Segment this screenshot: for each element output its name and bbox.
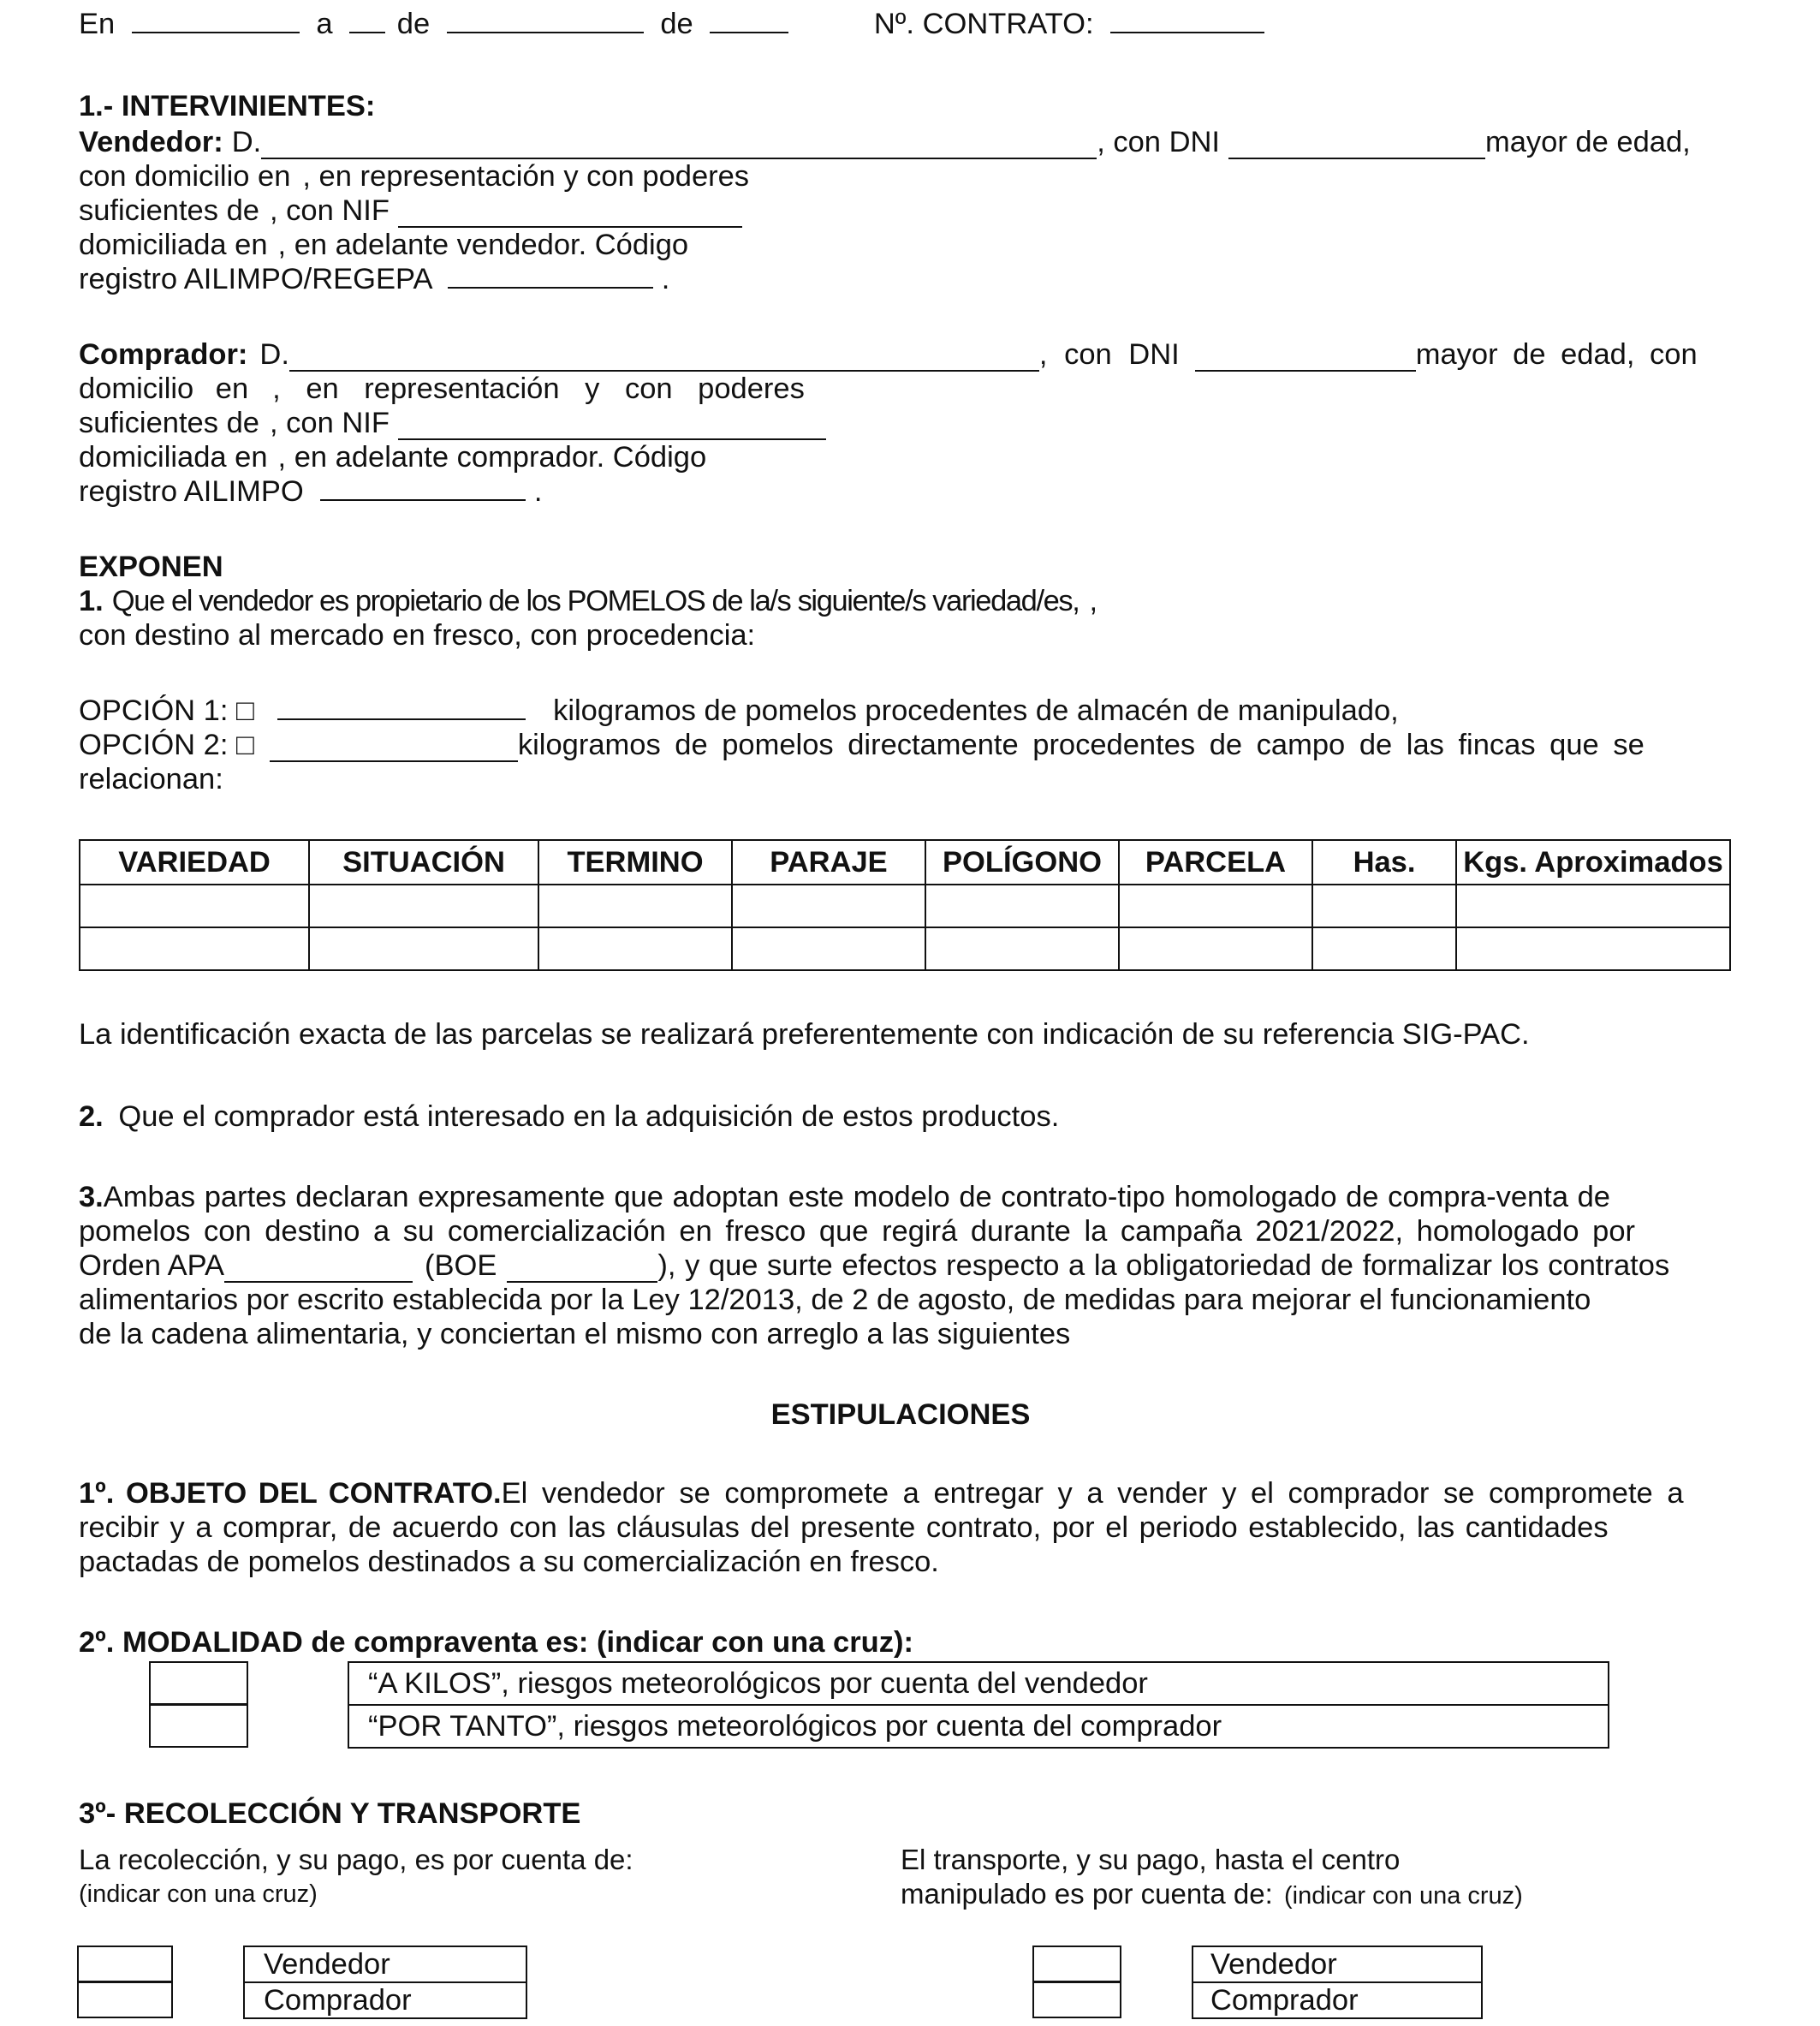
opcion-1-kg-field[interactable] xyxy=(277,694,526,720)
header-a: a xyxy=(316,8,333,40)
col-poligono: POLÍGONO xyxy=(925,840,1119,885)
exponen-p3-line-3-rest: ), y que surte efectos respecto a la obligatoriedad de formalizar los contratos xyxy=(657,1249,1670,1282)
table-cell[interactable] xyxy=(538,885,732,927)
table-cell[interactable] xyxy=(925,927,1119,970)
blank-month-name[interactable] xyxy=(447,8,644,33)
identificacion-text: La identificación exacta de las parcelas se realizará preferentemente con indicación de su referencia SIG-PAC. xyxy=(79,1018,1530,1051)
vendedor-mayor: mayor de edad, xyxy=(1485,126,1691,158)
table-cell[interactable] xyxy=(1119,927,1312,970)
opcion-1-label[interactable]: OPCIÓN 1: □ xyxy=(79,694,254,727)
comprador-line-4 xyxy=(79,440,1722,474)
estipulacion-2-title: 2º. MODALIDAD de compraventa es: (indicar con una cruz): xyxy=(79,1626,913,1659)
vendedor-domiciliada: domiciliada en xyxy=(79,229,268,261)
table-row xyxy=(80,927,1730,970)
table-cell[interactable] xyxy=(925,885,1119,927)
recoleccion-vendedor-label: Vendedor xyxy=(244,1946,526,1982)
exponen-p3-line-2: pomelos con destino a su comercialización en fresco que regirá durante la campaña 2021/2022, homologado por xyxy=(79,1215,1635,1248)
vendedor-line-2 xyxy=(79,159,1722,194)
table-cell[interactable] xyxy=(1119,885,1312,927)
comprador-con-nif: , con NIF xyxy=(269,407,390,439)
table-cell[interactable] xyxy=(1456,927,1730,970)
list-item xyxy=(348,1662,1609,1705)
comprador-name-field[interactable] xyxy=(289,346,1039,372)
opcion-1-text: kilogramos de pomelos procedentes de almacén de manipulado, xyxy=(553,694,1399,727)
transporte-options-table xyxy=(1192,1946,1483,2019)
col-kgs: Kgs. Aproximados xyxy=(1456,840,1730,885)
vendedor-line-3 xyxy=(79,194,1722,228)
vendedor-representacion: , en representación y con poderes xyxy=(302,160,750,193)
blank-contrato[interactable] xyxy=(1110,8,1264,33)
estipulacion-1-line-1-text: El vendedor se compromete a entregar y a vender y el comprador se compromete a xyxy=(501,1477,1684,1510)
list-item xyxy=(348,1705,1609,1748)
recoleccion-options-table xyxy=(243,1946,527,2019)
modalidad-por-tanto-checkbox[interactable] xyxy=(149,1703,248,1748)
header-de-1: de xyxy=(396,8,431,40)
opcion-2-line xyxy=(79,728,1722,762)
exponen-p3-line-1 xyxy=(79,1180,1722,1214)
exponen-p1-comma: , xyxy=(1089,585,1098,617)
transporte-line-2 xyxy=(901,1877,1722,1911)
exponen-p3-line-1-text: Ambas partes declaran expresamente que adoptan este modelo de contrato-tipo homologado de compra-venta de xyxy=(103,1181,1610,1213)
table-cell[interactable] xyxy=(1312,927,1456,970)
col-situacion: SITUACIÓN xyxy=(309,840,538,885)
table-cell[interactable] xyxy=(309,885,538,927)
exponen-p1-num: 1. xyxy=(79,585,104,617)
boe-field[interactable] xyxy=(507,1257,657,1283)
comprador-domiciliada: domiciliada en xyxy=(79,441,268,474)
col-variedad: VARIEDAD xyxy=(80,840,309,885)
vendedor-registro: registro AILIMPO/REGEPA xyxy=(79,263,431,295)
comprador-con-dni: , con DNI xyxy=(1038,338,1180,371)
vendedor-con-nif: , con NIF xyxy=(269,194,390,227)
exponen-p3-line-5: de la cadena alimentaria, y conciertan el mismo con arreglo a las siguientes xyxy=(79,1318,1071,1350)
col-paraje: PARAJE xyxy=(732,840,925,885)
estipulacion-1-line-1 xyxy=(79,1476,1722,1511)
comprador-line-2 xyxy=(79,372,1722,406)
opcion-2-text: kilogramos de pomelos directamente procedentes de campo de las fincas que se xyxy=(517,729,1645,761)
opcion-1-line xyxy=(79,694,1722,728)
blank-month[interactable] xyxy=(349,8,385,33)
modalidad-options-table xyxy=(348,1661,1609,1749)
estipulaciones-heading: ESTIPULACIONES xyxy=(770,1398,1031,1431)
exponen-p3-line-4: alimentarios por escrito establecida por la Ley 12/2013, de 2 de agosto, de medidas para mejorar el funcionamiento xyxy=(79,1284,1591,1316)
vendedor-d: D. xyxy=(231,126,262,158)
vendedor-dni-field[interactable] xyxy=(1228,134,1485,159)
vendedor-domicilio: con domicilio en xyxy=(79,160,291,193)
opcion-2-label[interactable]: OPCIÓN 2: □ xyxy=(79,729,254,761)
vendedor-adelante: , en adelante vendedor. Código xyxy=(277,229,689,261)
exponen-p2 xyxy=(79,1099,1722,1134)
vendedor-registro-field[interactable] xyxy=(448,263,653,289)
vendedor-nif-field[interactable] xyxy=(398,202,742,228)
exponen-p3-orden: Orden APA xyxy=(79,1249,225,1282)
comprador-representacion: , en representación y con poderes xyxy=(272,372,805,405)
comprador-registro-field[interactable] xyxy=(320,475,526,501)
header-en: En xyxy=(79,8,116,40)
recoleccion-vendedor-checkbox[interactable] xyxy=(77,1946,173,1983)
transporte-hint: (indicar con una cruz) xyxy=(1283,1882,1523,1910)
col-parcela: PARCELA xyxy=(1119,840,1312,885)
blank-year[interactable] xyxy=(710,8,788,33)
comprador-line-5 xyxy=(79,474,1722,509)
comprador-suficientes: suficientes de xyxy=(79,407,259,439)
transporte-vendedor-label: Vendedor xyxy=(1193,1946,1482,1982)
exponen-p3-line-3 xyxy=(79,1248,1722,1283)
table-cell[interactable] xyxy=(538,927,732,970)
comprador-adelante: , en adelante comprador. Código xyxy=(277,441,707,474)
recoleccion-line-2: (indicar con una cruz) xyxy=(79,1880,318,1908)
comprador-nif-field[interactable] xyxy=(398,414,826,440)
transporte-line-1: El transporte, y su pago, hasta el centro xyxy=(901,1844,1401,1875)
col-termino: TERMINO xyxy=(538,840,732,885)
table-cell[interactable] xyxy=(80,927,309,970)
header-line xyxy=(79,7,1722,41)
table-row xyxy=(80,885,1730,927)
estipulacion-1-line-2: recibir y a comprar, de acuerdo con las cláusulas del presente contrato, por el periodo establecido, las cantidades xyxy=(79,1511,1609,1544)
orden-apa-field[interactable] xyxy=(224,1257,413,1283)
table-cell[interactable] xyxy=(732,885,925,927)
intervinientes-heading: 1.- INTERVINIENTES: xyxy=(79,90,376,122)
comprador-line-1 xyxy=(79,337,1722,372)
vendedor-con-dni: , con DNI xyxy=(1097,126,1220,158)
exponen-p1-text: Que el vendedor es propietario de los POMELOS de la/s siguiente/s variedad/es, xyxy=(111,585,1080,617)
modalidad-a-kilos-checkbox[interactable] xyxy=(149,1661,248,1706)
exponen-p1-line-1 xyxy=(79,584,1722,618)
vendedor-line-5 xyxy=(79,262,1722,296)
opcion-2-cont: relacionan: xyxy=(79,763,223,796)
table-cell[interactable] xyxy=(1312,885,1456,927)
vendedor-registro-end: . xyxy=(661,263,670,295)
exponen-p2-num: 2. xyxy=(79,1100,104,1133)
estipulacion-1-line-3: pactadas de pomelos destinados a su comercialización en fresco. xyxy=(79,1546,939,1578)
comprador-label: Comprador: xyxy=(79,338,248,371)
comprador-dni-field[interactable] xyxy=(1195,346,1416,372)
header-contrato-label: Nº. CONTRATO: xyxy=(873,8,1094,40)
estipulacion-1-title: 1º. OBJETO DEL CONTRATO. xyxy=(79,1477,502,1510)
modalidad-por-tanto-label: “POR TANTO”, riesgos meteorológicos por cuenta del comprador xyxy=(348,1705,1609,1748)
table-cell[interactable] xyxy=(80,885,309,927)
exponen-p3-boe: (BOE xyxy=(425,1249,497,1282)
parcels-table xyxy=(79,839,1731,971)
table-cell[interactable] xyxy=(732,927,925,970)
exponen-p1-line-2: con destino al mercado en fresco, con procedencia: xyxy=(79,619,756,652)
vendedor-line-4 xyxy=(79,228,1722,262)
comprador-registro-end: . xyxy=(533,475,543,508)
opcion-2-kg-field[interactable] xyxy=(270,736,518,762)
transporte-comprador-checkbox[interactable] xyxy=(1032,1981,1121,2018)
modalidad-a-kilos-label: “A KILOS”, riesgos meteorológicos por cuenta del vendedor xyxy=(348,1662,1609,1705)
comprador-registro: registro AILIMPO xyxy=(79,475,304,508)
table-cell[interactable] xyxy=(309,927,538,970)
comprador-line-3 xyxy=(79,406,1722,440)
transporte-vendedor-checkbox[interactable] xyxy=(1032,1946,1121,1983)
list-item xyxy=(1193,1946,1482,1982)
blank-day[interactable] xyxy=(132,8,300,33)
comprador-d: D. xyxy=(259,338,289,371)
exponen-heading: EXPONEN xyxy=(79,551,223,583)
col-has: Has. xyxy=(1312,840,1456,885)
recoleccion-comprador-label: Comprador xyxy=(244,1982,526,2018)
list-item xyxy=(1193,1982,1482,2018)
list-item xyxy=(244,1946,526,1982)
estipulacion-3-title: 3º- RECOLECCIÓN Y TRANSPORTE xyxy=(79,1797,581,1830)
comprador-domicilio: domicilio en xyxy=(79,372,249,405)
vendedor-label: Vendedor: xyxy=(79,126,223,158)
exponen-p3-num: 3. xyxy=(79,1181,104,1213)
parcels-header-row xyxy=(80,840,1730,885)
comprador-mayor: mayor de edad, con xyxy=(1415,338,1698,371)
header-de-2: de xyxy=(660,8,693,40)
vendedor-line-1 xyxy=(79,125,1722,159)
exponen-p2-text: Que el comprador está interesado en la adquisición de estos productos. xyxy=(118,1100,1060,1133)
transporte-line-2-text: manipulado es por cuenta de: xyxy=(901,1878,1273,1910)
vendedor-name-field[interactable] xyxy=(261,134,1097,159)
recoleccion-line-1: La recolección, y su pago, es por cuenta de: xyxy=(79,1844,633,1875)
recoleccion-comprador-checkbox[interactable] xyxy=(77,1981,173,2018)
vendedor-suficientes: suficientes de xyxy=(79,194,259,227)
list-item xyxy=(244,1982,526,2018)
transporte-comprador-label: Comprador xyxy=(1193,1982,1482,2018)
table-cell[interactable] xyxy=(1456,885,1730,927)
